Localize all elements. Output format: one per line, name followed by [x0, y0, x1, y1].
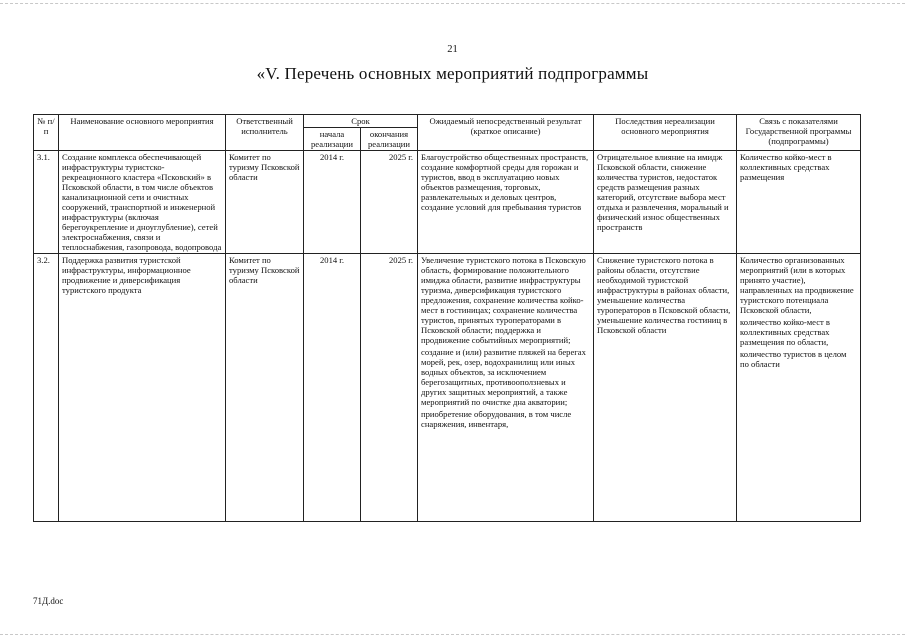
header-responsible: Ответственный исполнитель [226, 115, 304, 151]
row-name: Создание комплекса обеспечивающей инфраструктуры туристско-рекреационного кластера «Псковский» в Псковской области, в том числе объектов канализационной сети и очистных сооружений, транспортной и инженерной инфраструктуры (включая берегоукрепление и дноуглубление), сетей электроснабжения, связи и теплоснабжения, газопровода, водопровода [59, 151, 226, 254]
row-start: 2014 г. [304, 254, 361, 522]
header-link: Связь с показателями Государственной программы (подпрограммы) [737, 115, 861, 151]
row-end: 2025 г. [361, 151, 418, 254]
measures-table [33, 114, 861, 522]
row-link [737, 151, 861, 254]
link-paragraph: Количество организованных мероприятий (или в которых принято участие), направленных на продвижение туристского потенциала Псковской области, [740, 255, 854, 315]
section-title: «V. Перечень основных мероприятий подпрограммы [256, 64, 649, 83]
link-paragraph: количество туристов в целом по области [740, 349, 847, 369]
row-end: 2025 г. [361, 254, 418, 522]
scan-edge-top [0, 3, 905, 5]
link-paragraph: Количество койко-мест в коллективных средствах размещения [740, 152, 832, 182]
header-term: Срок [304, 115, 418, 128]
row-start: 2014 г. [304, 151, 361, 254]
header-end: окончания реализации [361, 128, 418, 151]
row-responsible: Комитет по туризму Псковской области [226, 254, 304, 522]
row-name: Поддержка развития туристской инфраструктуры, информационное продвижение и диверсификация туристского продукта [59, 254, 226, 522]
result-paragraph: приобретение оборудования, в том числе снаряжения, инвентаря, [421, 409, 572, 429]
header-result: Ожидаемый непосредственный результат (краткое описание) [418, 115, 594, 151]
row-link [737, 254, 861, 522]
row-num: 3.1. [34, 151, 59, 254]
header-num: № п/п [34, 115, 59, 151]
result-paragraph: Благоустройство общественных пространств, создание комфортной среды для горожан и туристов, ввод в эксплуатацию новых объектов размещения, торговых, развлекательных и деловых центров, создание условий для пребывания туристов [421, 152, 589, 212]
header-start: начала реализации [304, 128, 361, 151]
link-paragraph: количество койко-мест в коллективных средствах размещения по области, [740, 317, 830, 347]
table-row [34, 254, 861, 522]
row-responsible: Комитет по туризму Псковской области [226, 151, 304, 254]
table-header-row [34, 115, 861, 128]
header-consequences: Последствия нереализации основного мероприятия [594, 115, 737, 151]
table-row [34, 151, 861, 254]
row-consequences: Снижение туристского потока в районы области, отсутствие необходимой туристской инфраструктуры в районах области, уменьшение количества туроператоров в Псковской области, уменьшение количества гостиниц в Псковской области [594, 254, 737, 522]
scan-edge-bottom [0, 634, 905, 636]
row-result [418, 254, 594, 522]
row-consequences: Отрицательное влияние на имидж Псковской области, снижение количества туристов, недостаток средств размещения разных категорий, отсутствие выбора мест отдыха и развлечения, моральный и физический износ общественных пространств [594, 151, 737, 254]
header-name: Наименование основного мероприятия [59, 115, 226, 151]
result-paragraph: Увеличение туристского потока в Псковскую область, формирование положительного имиджа области, развитие инфраструктуры туризма, диверсификация туристского предложения, сохранение количества койко-мест в гостиницах; сохранение количества туристов, принятых туроператорами в Псковской области; поддержка и продвижение событийных мероприятий; [421, 255, 586, 345]
row-result [418, 151, 594, 254]
result-paragraph: создание и (или) развитие пляжей на берегах морей, рек, озер, водохранилищ или иных водных объектов, за исключением берегозащитных, противооползневых и других защитных мероприятий, а также мероприятий по очистке дна акватории; [421, 347, 586, 407]
row-num: 3.2. [34, 254, 59, 522]
page-number: 21 [447, 44, 458, 55]
document-filename: 71Д.doc [33, 596, 64, 606]
